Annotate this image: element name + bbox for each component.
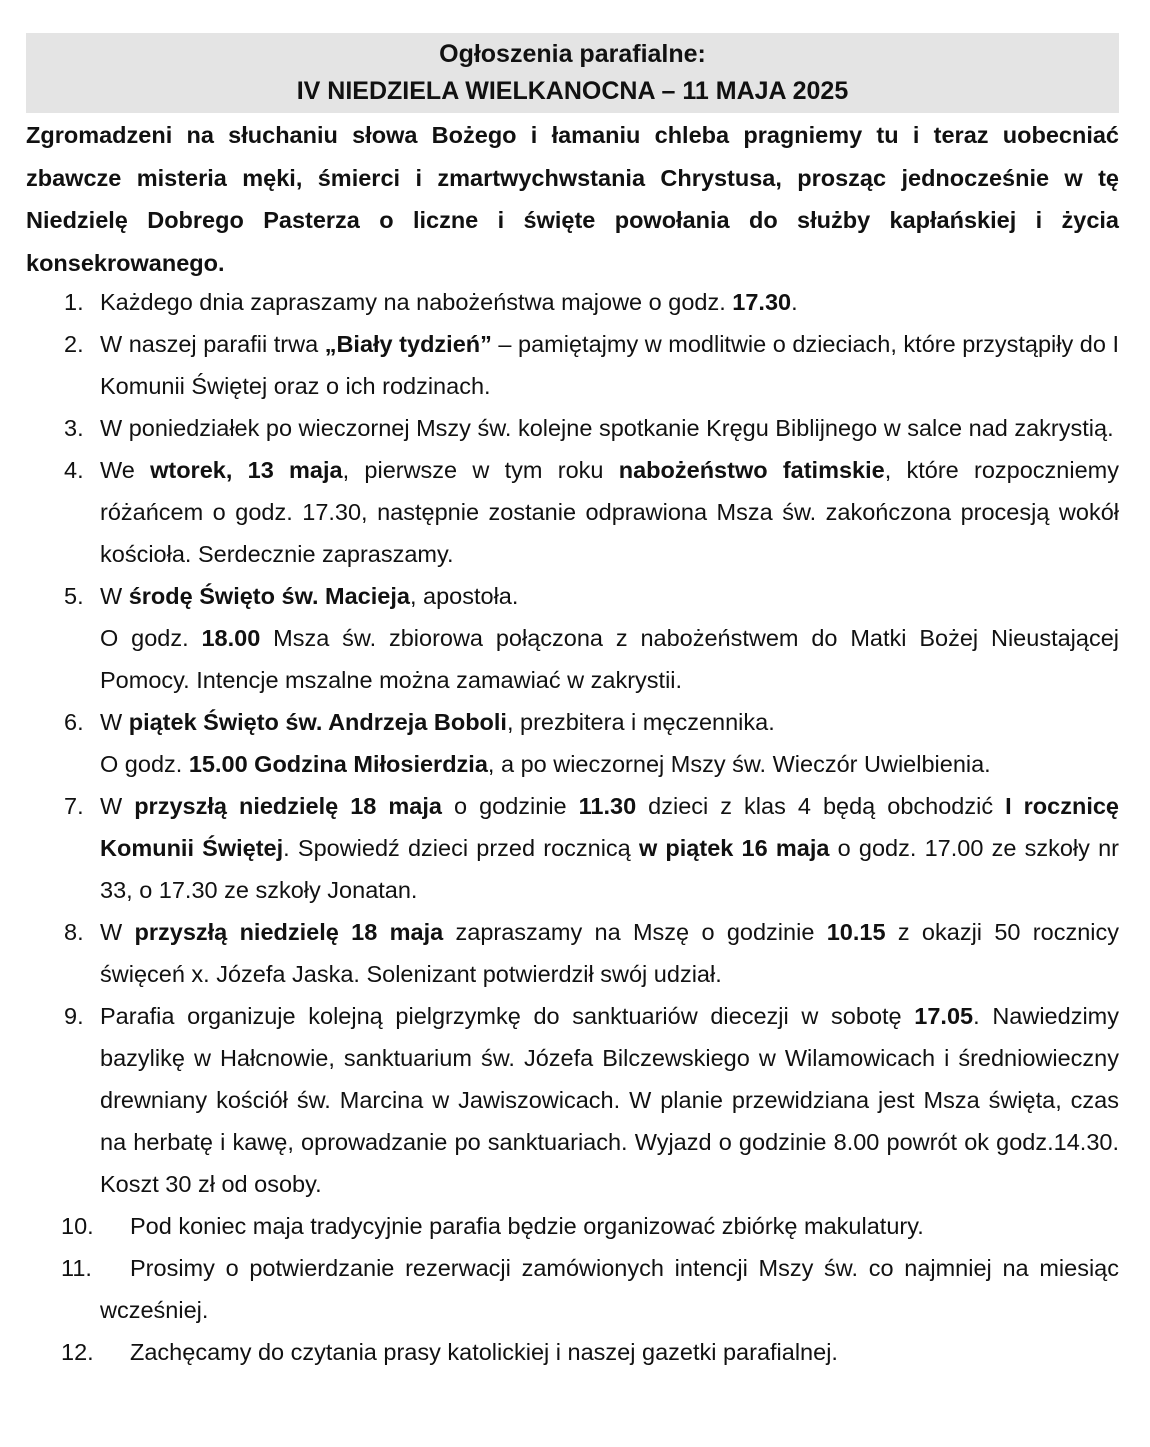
item-number: 6.: [64, 709, 84, 735]
list-item: [26, 281, 1119, 323]
item-text: Parafia organizuje kolejną pielgrzymkę do sanktuariów diecezji w sobotę: [100, 1003, 915, 1029]
item-text: Zachęcamy do czytania prasy katolickiej i naszej gazetki parafialnej.: [130, 1339, 838, 1365]
item-number: 10.: [61, 1213, 94, 1239]
item-bold: nabożeństwo fatimskie: [618, 457, 885, 483]
list-item: [26, 407, 1119, 449]
item-bold: 15.00 Godzina Miłosierdzia: [188, 751, 488, 777]
item-text: , prezbitera i męczennika.: [506, 709, 775, 735]
item-text: Pod koniec maja tradycyjnie parafia będzie organizować zbiórkę makulatury.: [130, 1213, 924, 1239]
item-text: . Nawiedzimy bazylikę w Hałcnowie, sanktuarium św. Józefa Bilczewskiego w Wilamowicach i średniowieczny drewniany kościół św. Marcina w Jawiszowicach. W planie przewidziana jest Msza święta, czas na herbatę i kawę, oprowadzanie po sanktuariach. Wyjazd o godzinie 8.00 powrót ok godz.14.30. Koszt 30 zł od osoby.: [100, 1003, 1119, 1197]
item-text: W: [100, 919, 135, 945]
header-subtitle: IV NIEDZIELA WIELKANOCNA – 11 MAJA 2025: [296, 77, 849, 105]
item-text: Prosimy o potwierdzanie rezerwacji zamówionych intencji Mszy św. co najmniej na miesiąc wcześniej.: [100, 1255, 1119, 1323]
item-bold: środę Święto św. Macieja: [128, 583, 410, 609]
item-number: 1.: [64, 289, 84, 315]
item-text: , apostoła.: [409, 583, 519, 609]
item-text: zapraszamy na Mszę o godzinie: [443, 919, 827, 945]
list-item: [26, 575, 1119, 701]
item-text: , które rozpoczniemy różańcem o godz. 17.30, następnie zostanie odprawiona Msza św. zakończona procesją wokół kościoła. Serdecznie zapraszamy.: [100, 457, 1119, 567]
item-text: We: [100, 457, 151, 483]
list-item: [26, 1247, 1119, 1331]
item-number: 9.: [64, 1003, 84, 1029]
item-text: W naszej parafii trwa: [100, 331, 325, 357]
item-bold: 11.30: [578, 793, 637, 819]
item-text: , pierwsze w tym roku: [342, 457, 619, 483]
item-bold: przyszłą niedzielę 18 maja: [134, 919, 444, 945]
list-item: [26, 785, 1119, 911]
item-text: o godzinie: [441, 793, 579, 819]
item-bold: piątek Święto św. Andrzeja Boboli: [128, 709, 507, 735]
item-bold: 18.00: [201, 625, 261, 651]
item-text: , a po wieczornej Mszy św. Wieczór Uwielbienia.: [487, 751, 991, 777]
item-bold: wtorek, 13 maja: [150, 457, 343, 483]
item-text: .: [791, 289, 798, 315]
item-bold: 17.05: [914, 1003, 974, 1029]
item-bold: 10.15: [826, 919, 886, 945]
item-text: dzieci z klas 4 będą obchodzić: [636, 793, 1006, 819]
item-text: Każdego dnia zapraszamy na nabożeństwa majowe o godz.: [100, 289, 733, 315]
list-item: [26, 449, 1119, 575]
item-text: O godz.: [100, 625, 202, 651]
list-item: [26, 1331, 1119, 1373]
item-text: Msza św. zbiorowa połączona z nabożeństwem do Matki Bożej Nieustającej Pomocy. Intencje mszalne można zamawiać w zakrystii.: [100, 625, 1120, 693]
list-item: [26, 323, 1119, 407]
item-bold: „Biały tydzień”: [324, 331, 492, 357]
announcement-list: [26, 281, 1119, 1373]
header-title: Ogłoszenia parafialne:: [439, 40, 706, 68]
item-number: 5.: [64, 583, 84, 609]
item-number: 3.: [64, 415, 84, 441]
list-item: [26, 701, 1119, 785]
item-bold: 17.30: [732, 289, 792, 315]
item-text: W: [100, 709, 129, 735]
item-number: 4.: [64, 457, 84, 483]
item-text: W: [100, 793, 135, 819]
item-text: O godz.: [100, 751, 189, 777]
list-item: [26, 1205, 1119, 1247]
list-item: [26, 911, 1119, 995]
item-text: W: [100, 583, 129, 609]
item-text: z okazji 50 rocznicy święceń x. Józefa Jaska. Solenizant potwierdził swój udział.: [100, 919, 1119, 987]
item-number: 8.: [64, 919, 84, 945]
item-number: 11.: [61, 1255, 92, 1281]
item-text: W poniedziałek po wieczornej Mszy św. kolejne spotkanie Kręgu Biblijnego w salce nad zakrystią.: [100, 415, 1114, 441]
list-item: [26, 995, 1119, 1205]
item-text: – pamiętajmy w modlitwie o dzieciach, które przystąpiły do I Komunii Świętej oraz o ich rodzinach.: [100, 331, 1119, 399]
item-number: 2.: [64, 331, 84, 357]
item-bold: I rocznicę Komunii Świętej: [100, 793, 1119, 861]
item-number: 7.: [64, 793, 84, 819]
item-text: o godz. 17.00 ze szkoły nr 33, o 17.30 ze szkoły Jonatan.: [100, 835, 1119, 903]
intro-paragraph: Zgromadzeni na słuchaniu słowa Bożego i łamaniu chleba pragniemy tu i teraz uobecniać zbawcze misteria męki, śmierci i zmartwychwstania Chrystusa, prosząc jednocześnie w tę Niedzielę Dobrego Pasterza o liczne i święte powołania do służby kapłańskiej i życia konsekrowanego.: [26, 122, 1119, 276]
item-bold: w piątek 16 maja: [638, 835, 830, 861]
item-number: 12.: [61, 1339, 94, 1365]
header-banner: [26, 33, 1119, 113]
item-bold: przyszłą niedzielę 18 maja: [134, 793, 442, 819]
item-text: . Spowiedź dzieci przed rocznicą: [283, 835, 639, 861]
